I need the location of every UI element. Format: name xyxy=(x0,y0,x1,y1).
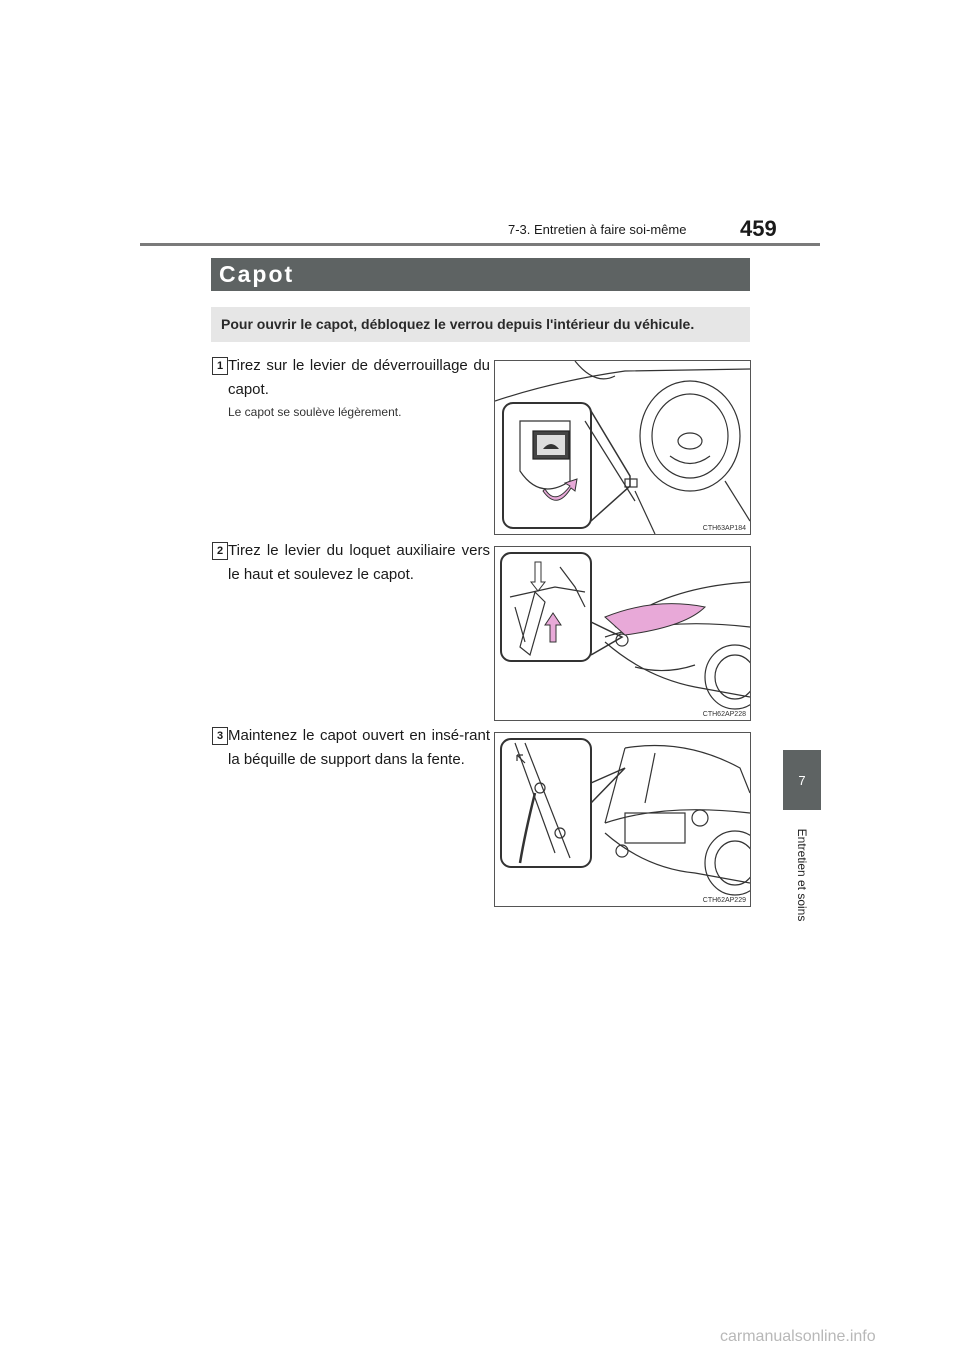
chapter-number: 7 xyxy=(798,772,806,788)
step-text-1: Tirez sur le levier de déverrouillage du capot. xyxy=(228,357,490,398)
figure-code-3: CTH62AP229 xyxy=(702,897,746,904)
step-number-2: 2 xyxy=(212,542,228,560)
auxiliary-latch-illustration xyxy=(495,547,750,720)
figure-hood-release-lever xyxy=(494,360,751,535)
figure-code-1: CTH63AP184 xyxy=(702,525,746,532)
figure-code-2: CTH62AP228 xyxy=(702,711,746,718)
step-number-1: 1 xyxy=(212,357,228,375)
hood-support-rod-illustration xyxy=(495,733,750,906)
page-number: 459 xyxy=(740,216,777,241)
watermark: carmanualsonline.info xyxy=(720,1328,876,1345)
step-number-3: 3 xyxy=(212,727,228,745)
intro-text: Pour ouvrir le capot, débloquez le verrou depuis l'intérieur du véhicule. xyxy=(221,316,695,332)
step-note-1: Le capot se soulève légèrement. xyxy=(228,405,402,419)
figure-hood-support-rod xyxy=(494,732,751,907)
section-reference: 7-3. Entretien à faire soi-même xyxy=(508,222,687,237)
step-text-2: Tirez le levier du loquet auxiliaire vers le haut et soulevez le capot. xyxy=(228,542,490,583)
step-text-3: Maintenez le capot ouvert en insé-rant la béquille de support dans la fente. xyxy=(228,727,490,768)
chapter-tab xyxy=(783,750,821,810)
page-title: Capot xyxy=(219,261,295,287)
chapter-label xyxy=(788,820,816,930)
figure-auxiliary-latch xyxy=(494,546,751,721)
page-title-bar xyxy=(211,258,750,291)
header-rule xyxy=(140,243,820,246)
hood-release-lever-illustration xyxy=(495,361,750,534)
intro-box xyxy=(211,307,750,342)
chapter-label-text: Entretien et soins xyxy=(795,828,809,922)
